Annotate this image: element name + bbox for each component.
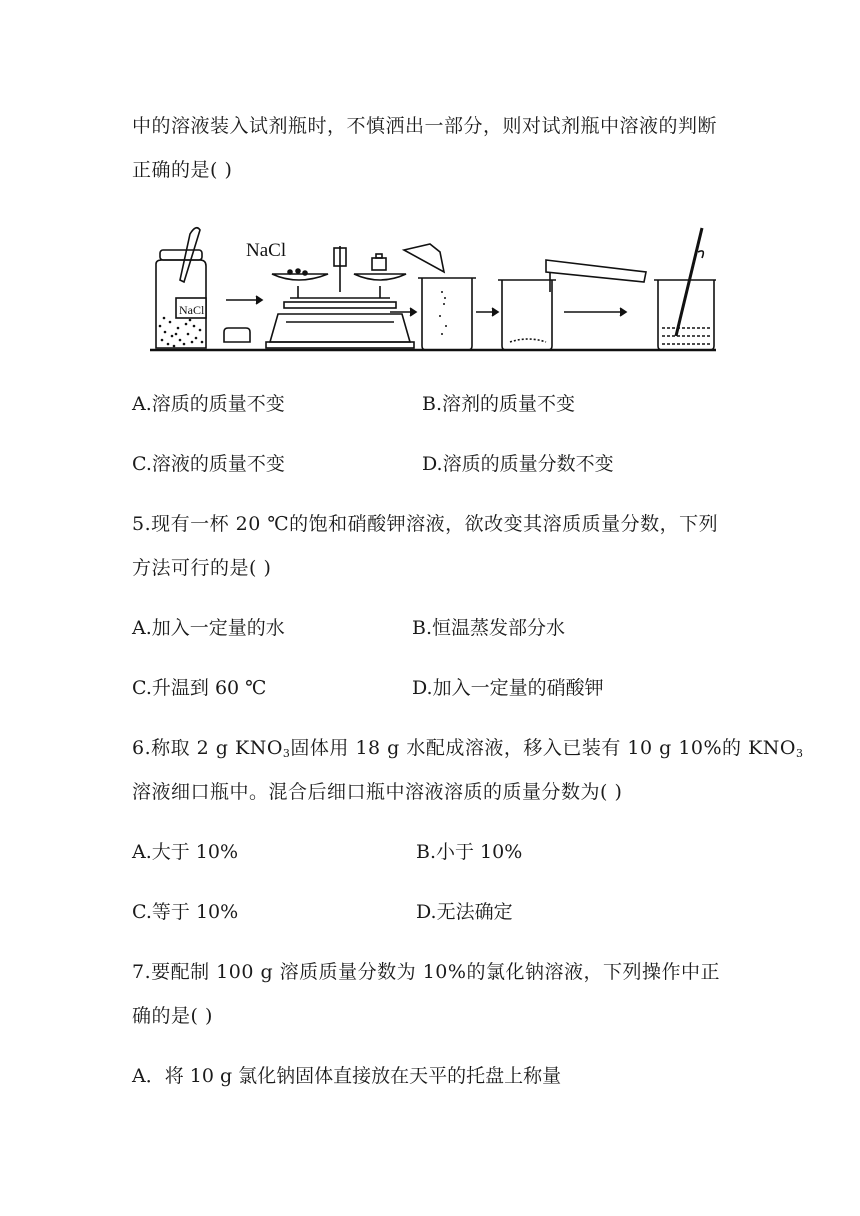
q4-stem-line1: 中的溶液装入试剂瓶时，不慎洒出一部分，则对试剂瓶中溶液的判断 [132,115,718,137]
arrow-4-icon [564,308,626,316]
q6-option-b: B.小于 10% [416,841,523,863]
arrow-1-icon [226,296,262,304]
q5-option-b: B.恒温蒸发部分水 [412,617,566,639]
beaker-3 [654,228,716,350]
q4-stem-line2: 正确的是( ) [132,159,233,181]
q4-option-d: D.溶质的质量分数不变 [422,453,614,475]
q4-option-a: A.溶质的质量不变 [132,393,285,415]
q4-option-c: C.溶液的质量不变 [132,453,285,475]
q6-stem-line2: 溶液细口瓶中。混合后细口瓶中溶液溶质的质量分数为( ) [132,781,623,803]
reagent-jar [156,228,206,348]
q4-option-b: B.溶剂的质量不变 [422,393,576,415]
q5-stem-line1: 5.现有一杯 20 ℃的饱和硝酸钾溶液，欲改变其溶质质量分数，下列 [132,513,719,535]
solution-preparation-figure [150,222,716,356]
beaker-2 [498,280,556,350]
nacl-label: NaCl [246,240,287,261]
q6-stem-line1: 6.称取 2 g $KNO_3$固体用 18 g 水配成溶液，移入已装有 10 g 10%的 $KNO_3$ [132,737,804,760]
q5-option-c: C.升温到 60 ℃ [132,677,267,699]
q7-option-a: A．将 10 g 氯化钠固体直接放在天平的托盘上称量 [132,1065,562,1087]
measuring-cylinder [546,260,646,292]
jar-lid [224,328,250,342]
q6-option-a: A.大于 10% [132,841,239,863]
q5-stem-line2: 方法可行的是( ) [132,557,272,579]
q5-option-d: D.加入一定量的硝酸钾 [412,677,604,699]
q7-stem-line2: 确的是( ) [132,1005,213,1027]
jar-label: NaCl [179,303,205,317]
balance [266,246,414,348]
arrow-3-icon [476,308,498,316]
q5-option-a: A.加入一定量的水 [132,617,285,639]
q6-option-c: C.等于 10% [132,901,239,923]
q6-option-d: D.无法确定 [416,901,513,923]
q7-stem-line1: 7.要配制 100 g 溶质质量分数为 10%的氯化钠溶液，下列操作中正 [132,961,720,983]
beaker-1 [404,244,476,350]
